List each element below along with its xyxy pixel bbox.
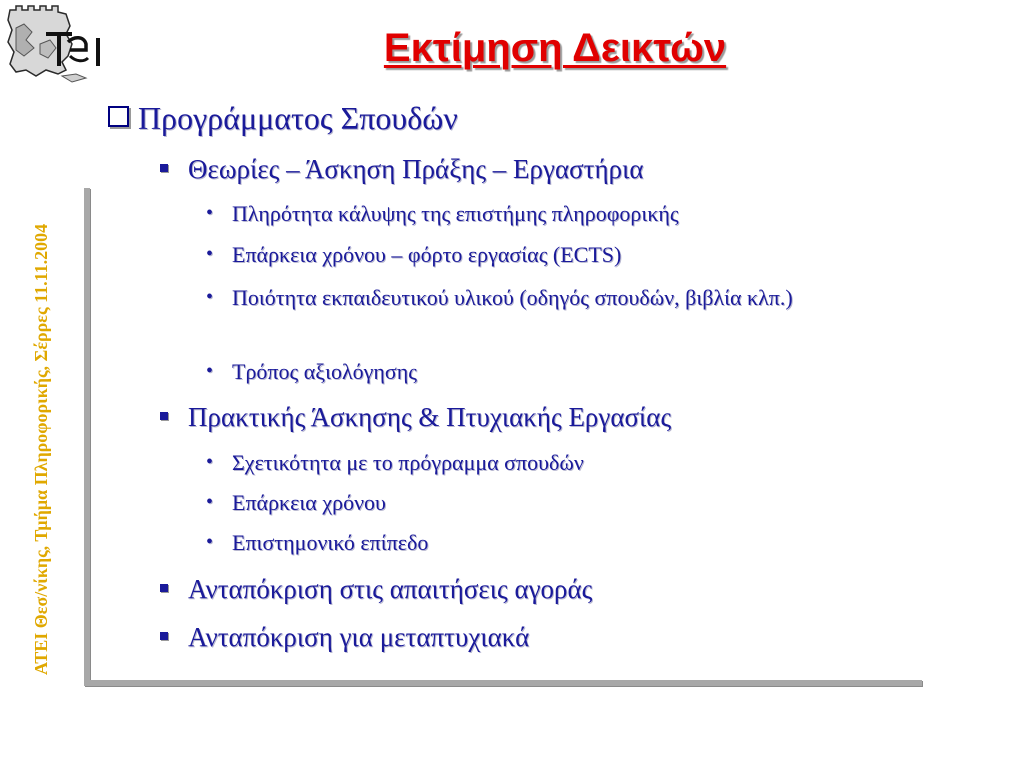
dot-bullet-icon: • [206,243,214,265]
main-heading [108,99,458,137]
frame-left-line [84,188,90,685]
checkbox-bullet-icon [108,106,129,127]
list-item-text: Επάρκεια χρόνου [232,490,386,515]
square-bullet-icon [160,584,168,592]
square-bullet-icon [160,164,168,172]
atei-logo-icon [6,4,106,84]
main-heading-text: Προγράμματος Σπουδών [138,100,458,136]
square-bullet-icon [160,412,168,420]
slide-title: Εκτίμηση Δεικτών [383,26,727,70]
dot-bullet-icon: • [206,202,214,224]
section-label: Ανταπόκριση στις απαιτήσεις αγοράς [188,574,593,604]
dot-bullet-icon: • [206,531,214,553]
section-label: Πρακτικής Άσκησης & Πτυχιακής Εργασίας [188,402,672,432]
dot-bullet-icon: • [206,286,214,308]
list-item-text: Πληρότητα κάλυψης της επιστήμης πληροφορικής [232,201,679,226]
frame-bottom-line [84,680,922,686]
dot-bullet-icon: • [206,360,214,382]
list-item-text: Σχετικότητα με το πρόγραμμα σπουδών [232,450,584,475]
list-item-text: Τρόπος αξιολόγησης [232,359,417,384]
dot-bullet-icon: • [206,491,214,513]
side-footer-text: ΑΤΕΙ Θεσ/νίκης, Τμήμα Πληροφορικής, Σέρρες 11.11.2004 [31,223,51,675]
list-item-text: Επάρκεια χρόνου – φόρτο εργασίας (ECTS) [232,242,622,267]
section-label: Ανταπόκριση για μεταπτυχιακά [188,622,530,652]
square-bullet-icon [160,632,168,640]
list-item-text: Επιστημονικό επίπεδο [232,530,429,555]
dot-bullet-icon: • [206,451,214,473]
section-label: Θεωρίες – Άσκηση Πράξης – Εργαστήρια [188,154,644,184]
list-item-text: Ποιότητα εκπαιδευτικού υλικού (οδηγός σπουδών, βιβλία κλπ.) [232,285,793,310]
